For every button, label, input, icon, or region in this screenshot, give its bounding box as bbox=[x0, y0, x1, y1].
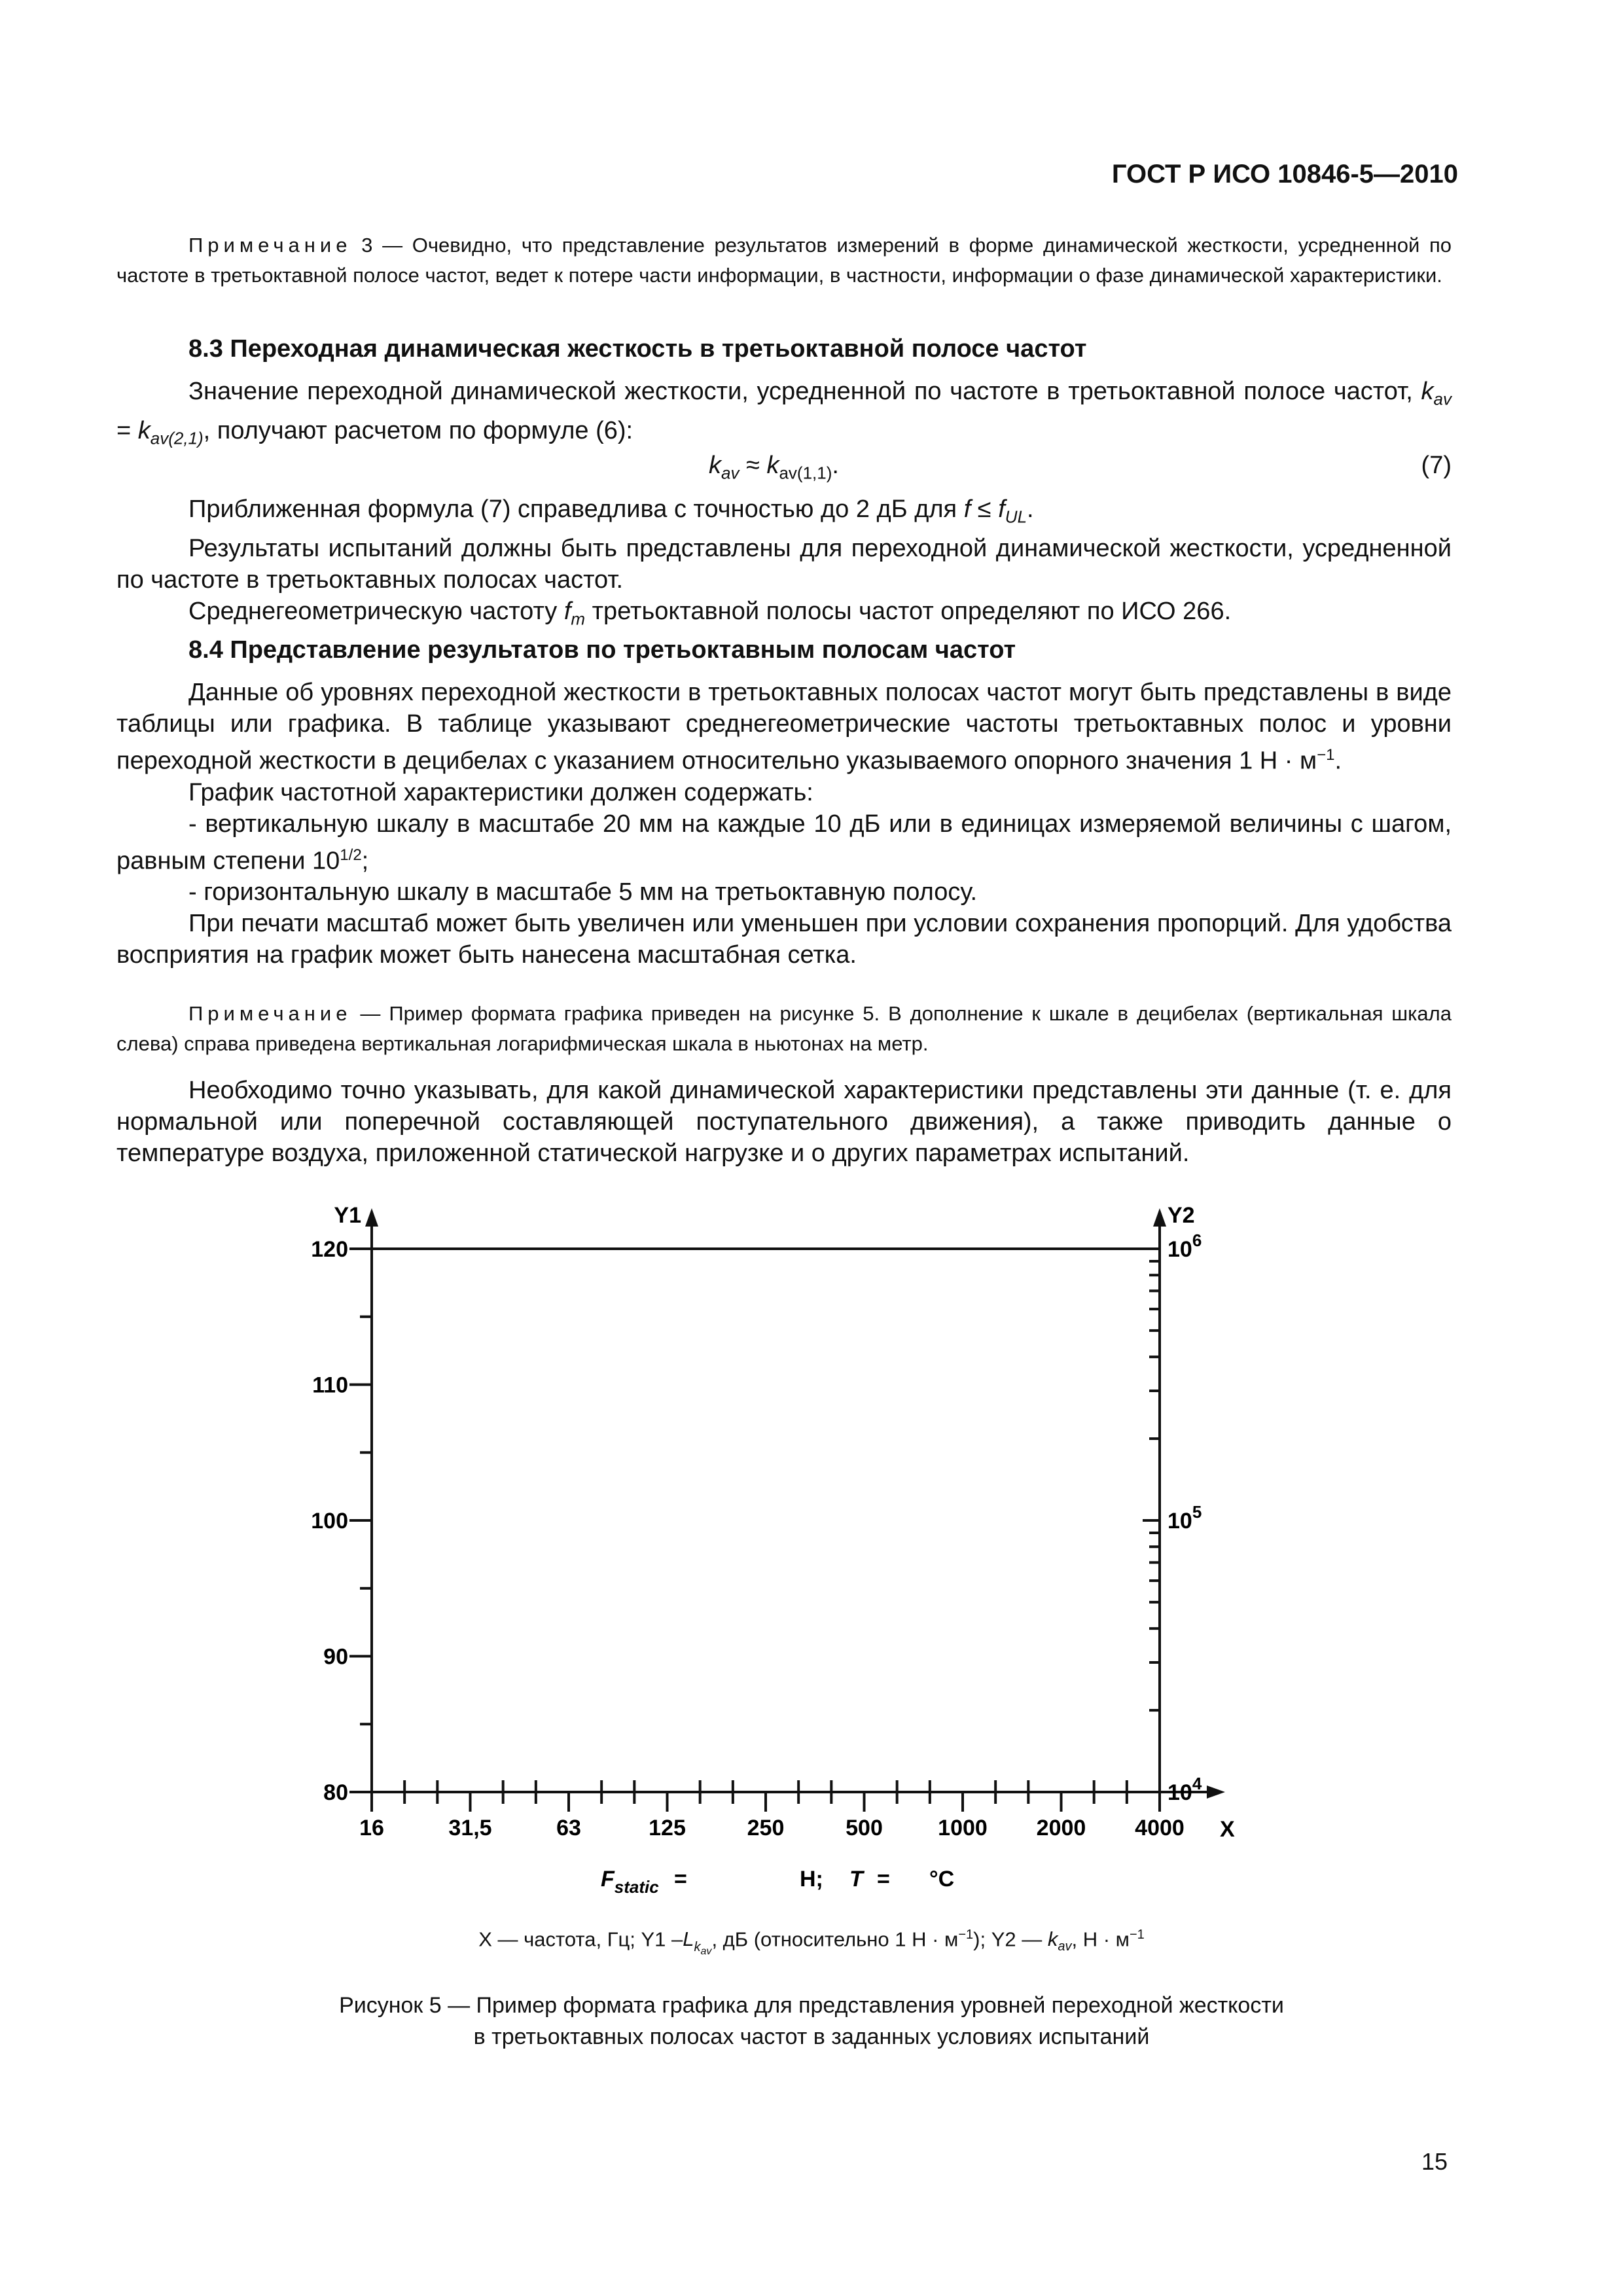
y1-tick-label: 80 bbox=[323, 1780, 348, 1805]
caption-line-1: Рисунок 5 — Пример формата графика для представления уровней переходной жесткости bbox=[339, 1993, 1284, 2018]
static-force-equals: = bbox=[674, 1867, 687, 1892]
note-text: — Пример формата графика приведен на рисунке 5. В дополнение к шкале в децибелах (вертикальная шкала слева) справа приведена вертикальная логарифмическая шкала в ньютонах на метр. bbox=[116, 1002, 1452, 1055]
list-item: - горизонтальную шкалу в масштабе 5 мм на третьоктавную полосу. bbox=[188, 878, 978, 906]
static-force-unit: Н; bbox=[800, 1867, 823, 1892]
list-item: - вертикальную шкалу в масштабе 20 мм на каждые 10 дБ или в единицах измеряемой величины с шагом, равным степени 10 bbox=[116, 810, 1452, 875]
para-text: , получают расчетом по формуле (6): bbox=[203, 416, 633, 444]
section-8-3-paras: Приближенная формула (7) справедлива с точностью до 2 дБ для $f \le f_{UL}$. Результаты испытаний должны быть представлены для переходной динамической жесткости, усредненной по частоте в третьоктавных полосах частот. Среднегеометрическую частоту $f_m$ третьоктавной полосы частот определяют по ИСО 266. bbox=[116, 495, 1452, 629]
x-axis-title: X bbox=[1220, 1817, 1235, 1842]
note-label: Примечание bbox=[188, 1002, 352, 1025]
temperature-equals: = bbox=[877, 1867, 890, 1892]
y1-axis-title: Y1 bbox=[334, 1203, 361, 1228]
y1-tick-label: 100 bbox=[311, 1509, 348, 1534]
para-text: Данные об уровнях переходной жесткости в третьоктавных полосах частот могут быть представлены в виде таблицы или графика. В таблице указывают среднегеометрические частоты третьоктавных полос и уровни переходной жесткости в децибелах с указанием относительно указываемого опорного значения 1 Н · м bbox=[116, 679, 1452, 775]
section-heading: 8.3 Переходная динамическая жесткость в третьоктавной полосе частот bbox=[188, 335, 1087, 363]
y1-axis-arrow bbox=[365, 1208, 378, 1227]
x-tick-label: 250 bbox=[747, 1816, 785, 1840]
static-force-subscript: static bbox=[614, 1877, 659, 1897]
x-tick-label: 1000 bbox=[938, 1816, 988, 1840]
x-tick-label: 500 bbox=[846, 1816, 883, 1840]
y2-tick-label: $10^4$ bbox=[1168, 1774, 1202, 1805]
para-text: Результаты испытаний должны быть представлены для переходной динамической жесткости, усредненной по частоте в третьоктавных полосах частот. bbox=[116, 534, 1452, 594]
formula-expression: $k_{av} \approx k_{av(1,1)}$. bbox=[709, 452, 839, 483]
section-8-3-para1: Значение переходной динамической жесткости, усредненной по частоте в третьоктавной полосе частот, $k_{av} = k_{av(2,1)}$, получают расчетом по формуле (6): bbox=[116, 378, 1452, 448]
section-8-4-paras: Данные об уровнях переходной жесткости в третьоктавных полосах частот могут быть представлены в виде таблицы или графика. В таблице указывают среднегеометрические частоты третьоктавных полос и уровни переходной жесткости в децибелах с указанием относительно указываемого опорного значения 1 $Н \cdot м^{-1}$. График частотной характеристики должен содержать: - вертикальную шкалу в масштабе 20 мм на каждые 10 дБ или в единицах измеряемой величины с шагом, равным степени $10^{1/2}$; - горизонтальную шкалу в масштабе 5 мм на третьоктавную полосу. При печати масштаб может быть увеличен или уменьшен при условии сохранения пропорций. Для удобства восприятия на график может быть нанесена масштабная сетка. bbox=[116, 677, 1452, 971]
y2-tick-label: $10^5$ bbox=[1168, 1502, 1202, 1534]
y2-tick-label: $10^6$ bbox=[1168, 1230, 1202, 1262]
static-force-label: $F_{static}$ bbox=[601, 1867, 659, 1897]
y2-tick-exponent: 4 bbox=[1192, 1774, 1202, 1793]
x-tick-label: 63 bbox=[556, 1816, 581, 1840]
temperature-label: T bbox=[849, 1867, 863, 1892]
x-tick-label: 16 bbox=[359, 1816, 384, 1840]
caption-line-2: в третьоктавных полосах частот в заданных условиях испытаний bbox=[473, 2024, 1150, 2049]
x-tick-label: 4000 bbox=[1135, 1816, 1185, 1840]
x-tick-label: 2000 bbox=[1036, 1816, 1086, 1840]
y2-tick-exponent: 6 bbox=[1192, 1230, 1202, 1250]
para-text: Необходимо точно указывать, для какой динамической характеристики представлены эти данные (т. е. для нормальной или поперечной составляющей поступательного движения), а также приводить данные о температуре воздуха, приложенной статической нагрузке и о других параметрах испытаний. bbox=[116, 1077, 1452, 1167]
x-axis-arrow bbox=[1207, 1785, 1225, 1799]
note-label: Примечание bbox=[188, 234, 352, 257]
y2-axis-arrow bbox=[1153, 1208, 1166, 1227]
y2-tick-exponent: 5 bbox=[1192, 1502, 1202, 1522]
x-tick-label: 125 bbox=[649, 1816, 686, 1840]
page-number: 15 bbox=[1421, 2148, 1448, 2175]
y1-tick-label: 90 bbox=[323, 1644, 348, 1670]
note-text: 3 — Очевидно, что представление результатов измерений в форме динамической жесткости, усредненной по частоте в третьоктавной полосе частот, ведет к потере части информации, в частности, информации о фазе динамической характеристики. bbox=[116, 234, 1452, 287]
figure-caption bbox=[0, 1990, 1623, 2053]
figure-legend: X — частота, Гц; Y1 $-L_{k_{av}}$, дБ (относительно 1 $Н \cdot м^{-1}$); Y2 — $k_{av}$, $Н \cdot м^{-1}$ bbox=[478, 1928, 1145, 1957]
y1-tick-label: 120 bbox=[311, 1237, 348, 1262]
y2-axis-title: Y2 bbox=[1168, 1203, 1195, 1228]
formula-number: (7) bbox=[1421, 452, 1452, 479]
y1-tick-label: 110 bbox=[312, 1372, 348, 1398]
para-text: При печати масштаб может быть увеличен или уменьшен при условии сохранения пропорций. Для удобства восприятия на график может быть нанесена масштабная сетка. bbox=[116, 910, 1452, 969]
para-text: График частотной характеристики должен содержать: bbox=[188, 778, 813, 806]
para-text: Среднегеометрическую частоту bbox=[188, 597, 564, 625]
section-heading: 8.4 Представление результатов по третьоктавным полосам частот bbox=[188, 636, 1016, 664]
document-code: ГОСТ Р ИСО 10846-5—2010 bbox=[1111, 160, 1458, 188]
temperature-unit: °C bbox=[929, 1867, 955, 1892]
para-text: Приближенная формула (7) справедлива с точностью до 2 дБ для bbox=[188, 495, 964, 523]
x-tick-label: 31,5 bbox=[448, 1816, 492, 1840]
para-text: Значение переходной динамической жесткости, усредненной по частоте в третьоктавной полосе частот, bbox=[188, 378, 1421, 405]
para-text: третьоктавной полосы частот определяют по ИСО 266. bbox=[585, 597, 1232, 625]
